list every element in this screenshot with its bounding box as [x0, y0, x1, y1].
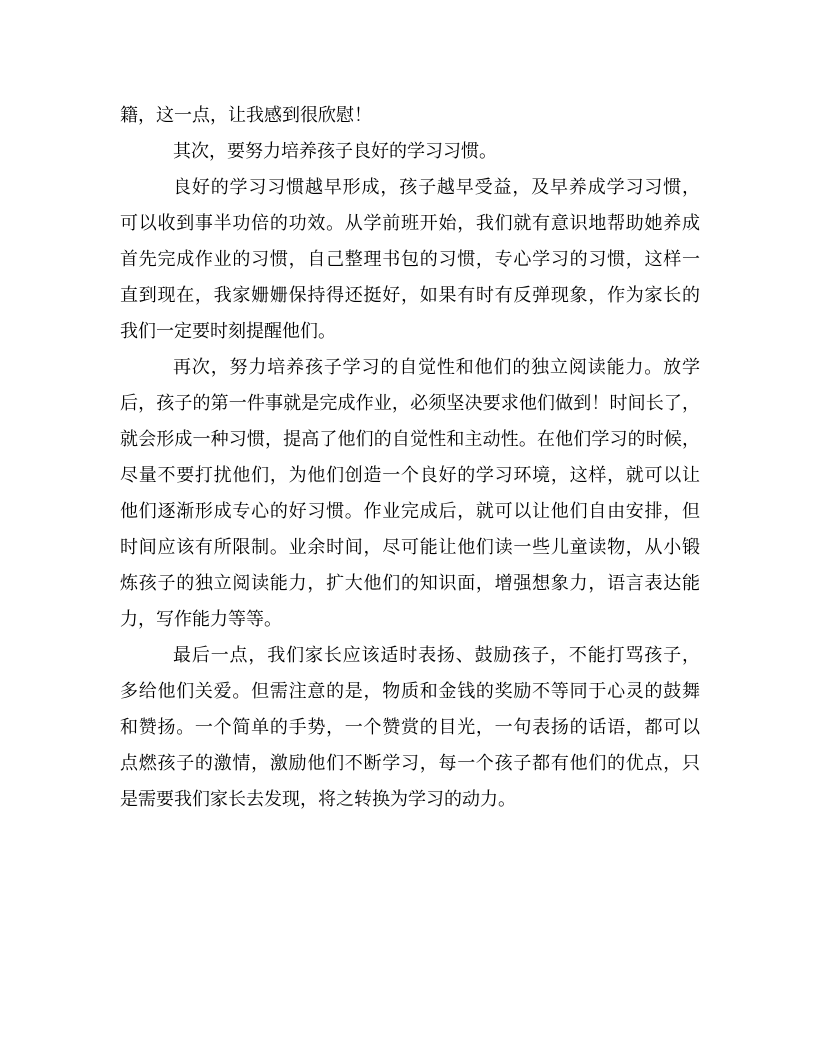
text-line: 良好的学习习惯越早形成，孩子越早受益，及早养成学习习惯， — [173, 177, 700, 198]
document-body — [120, 98, 700, 818]
text-line: 和赞扬。一个简单的手势，一个赞赏的目光，一句表扬的话语，都可以 — [120, 717, 700, 738]
text-line: 多给他们关爱。但需注意的是，物质和金钱的奖励不等同于心灵的鼓舞 — [120, 681, 700, 702]
text-line: 后，孩子的第一件事就是完成作业，必须坚决要求他们做到！时间长了， — [120, 393, 700, 414]
text-line: 力，写作能力等等。 — [120, 609, 282, 630]
text-line: 直到现在，我家姗姗保持得还挺好，如果有时有反弹现象，作为家长的 — [120, 285, 700, 306]
text-line: 再次，努力培养孩子学习的自觉性和他们的独立阅读能力。放学 — [173, 357, 700, 378]
text-line: 点燃孩子的激情，激励他们不断学习，每一个孩子都有他们的优点，只 — [120, 753, 700, 774]
text-line: 最后一点，我们家长应该适时表扬、鼓励孩子，不能打骂孩子， — [173, 645, 700, 666]
text-line: 他们逐渐形成专心的好习惯。作业完成后，就可以让他们自由安排，但 — [120, 501, 700, 522]
text-line: 炼孩子的独立阅读能力，扩大他们的知识面，增强想象力，语言表达能 — [120, 573, 700, 594]
text-line: 是需要我们家长去发现，将之转换为学习的动力。 — [120, 789, 516, 810]
paragraph-heading: 其次，要努力培养孩子良好的学习习惯。 — [173, 141, 497, 162]
text-line: 就会形成一种习惯，提高了他们的自觉性和主动性。在他们学习的时候， — [120, 429, 700, 450]
text-line: 尽量不要打扰他们，为他们创造一个良好的学习环境，这样，就可以让 — [120, 465, 700, 486]
text-line: 我们一定要时刻提醒他们。 — [120, 321, 336, 342]
text-line: 籍，这一点，让我感到很欣慰！ — [120, 105, 372, 126]
text-line: 首先完成作业的习惯，自己整理书包的习惯，专心学习的习惯，这样一 — [120, 249, 700, 270]
text-line: 时间应该有所限制。业余时间，尽可能让他们读一些儿童读物，从小锻 — [120, 537, 700, 558]
text-line: 可以收到事半功倍的功效。从学前班开始，我们就有意识地帮助她养成 — [120, 213, 700, 234]
